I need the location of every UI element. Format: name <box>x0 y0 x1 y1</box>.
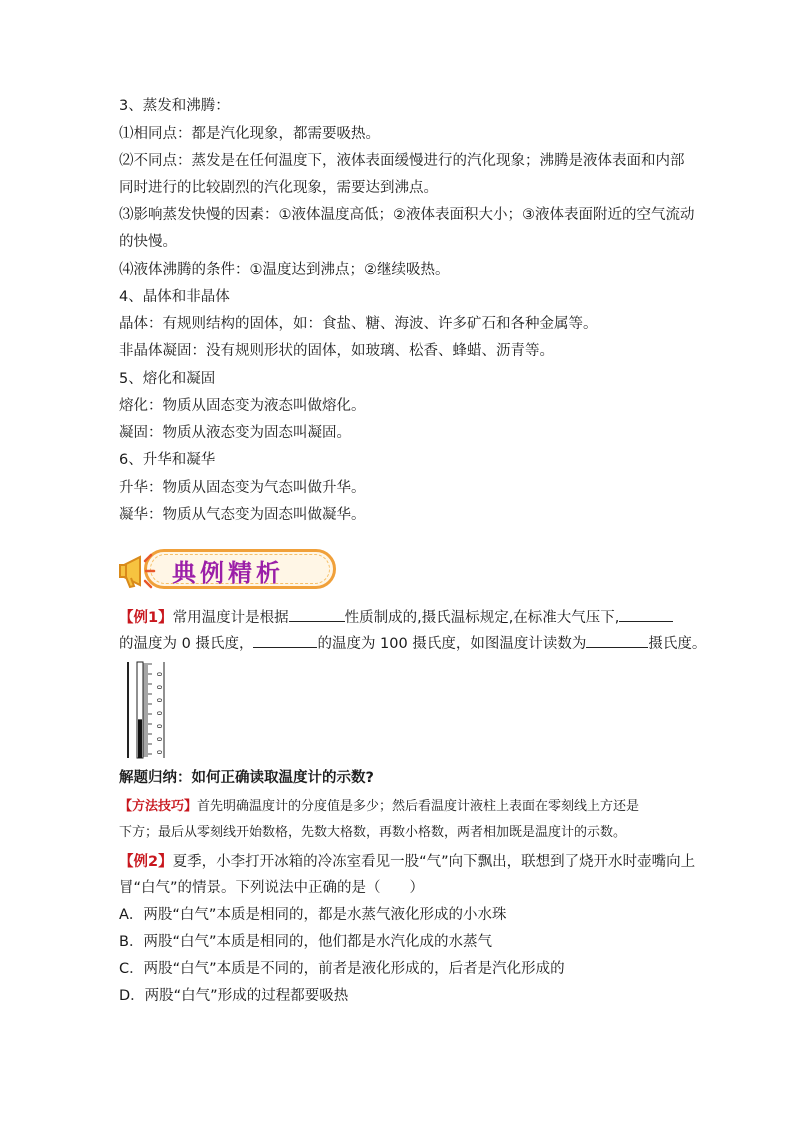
heading-evaporation-boiling: 3、蒸发和沸腾： <box>119 98 230 114</box>
method-line1 <box>119 797 639 817</box>
thermometer-scale-label: 0 <box>155 750 163 755</box>
thermometer-figure <box>124 660 172 760</box>
thermometer-scale-label: 0 <box>155 698 163 703</box>
text-line: 同时进行的比较剧烈的汽化现象，需要达到沸点。 <box>119 180 438 196</box>
thermometer-scale-label: 0 <box>155 685 163 690</box>
example1-text: 常用温度计是根据 <box>172 610 289 626</box>
thermometer-scale-label: 0 <box>155 672 163 677</box>
example1-tag: 【例1】 <box>119 610 173 626</box>
example1-text: 的温度为 100 摄氏度，如图温度计读数为 <box>317 636 587 652</box>
option-b: B．两股“白气”本质是相同的，他们都是水汽化成的水蒸气 <box>119 934 492 950</box>
answer-blank <box>586 631 648 648</box>
text-line: 晶体：有规则结构的固体，如：食盐、糖、海波、许多矿石和各种金属等。 <box>119 316 598 332</box>
example1-line2 <box>119 631 706 654</box>
example2-line1 <box>119 852 695 872</box>
option-a: A．两股“白气”本质是相同的，都是水蒸气液化形成的小水珠 <box>119 907 507 923</box>
example1-text: 性质制成的,摄氏温标规定,在标准大气压下, <box>344 610 620 626</box>
example2-text: 夏季，小李打开冰箱的冷冻室看见一股“气”向下飘出，联想到了烧开水时壶嘴向上 <box>172 854 696 870</box>
thermometer-scale-label: 0 <box>155 724 163 729</box>
heading-crystal: 4、晶体和非晶体 <box>119 289 230 305</box>
text-line: ⑷液体沸腾的条件：①温度达到沸点；②继续吸热。 <box>119 262 450 278</box>
example1-text: 摄氏度。 <box>648 636 707 652</box>
text-line: 的快慢。 <box>119 234 177 250</box>
method-tag: 【方法技巧】 <box>119 799 198 814</box>
text-line: ⑵不同点：蒸发是在任何温度下，液体表面缓慢进行的汽化现象；沸腾是液体表面和内部 <box>119 153 685 169</box>
text-line: 凝固：物质从液态变为固态叫凝固。 <box>119 425 351 441</box>
summary-title: 解题归纳：如何正确读取温度计的示数? <box>119 770 374 786</box>
example2-tag: 【例2】 <box>119 854 173 870</box>
answer-blank <box>253 631 317 648</box>
text-line: 熔化：物质从固态变为液态叫做熔化。 <box>119 398 366 414</box>
option-d: D．两股“白气”形成的过程都要吸热 <box>119 988 349 1004</box>
text-line: 升华：物质从固态变为气态叫做升华。 <box>119 480 366 496</box>
text-line: 非晶体凝固：没有规则形状的固体，如玻璃、松香、蜂蜡、沥青等。 <box>119 343 554 359</box>
text-line: ⑶影响蒸发快慢的因素：①液体温度高低；②液体表面积大小；③液体表面附近的空气流动 <box>119 207 695 223</box>
heading-melting: 5、熔化和凝固 <box>119 371 216 387</box>
method-text: 首先明确温度计的分度值是多少；然后看温度计液柱上表面在零刻线上方还是 <box>197 799 640 814</box>
option-c: C．两股“白气”本质是不同的，前者是液化形成的，后者是汽化形成的 <box>119 961 565 977</box>
thermometer-scale-label: 0 <box>155 711 163 716</box>
thermometer-liquid <box>138 719 142 758</box>
thermometer-scale-label: 0 <box>155 737 163 742</box>
banner-title: 典例精析 <box>172 558 284 587</box>
text-line: ⑴相同点：都是汽化现象，都需要吸热。 <box>119 126 380 142</box>
method-line2: 下方；最后从零刻线开始数格，先数大格数，再数小格数，两者相加既是温度计的示数。 <box>119 825 627 840</box>
megaphone-icon <box>118 551 162 593</box>
text-line: 凝华：物质从气态变为固态叫做凝华。 <box>119 507 366 523</box>
example2-line2: 冒“白气”的情景。下列说法中正确的是（ ） <box>119 880 425 896</box>
answer-blank <box>619 605 673 622</box>
heading-sublimation: 6、升华和凝华 <box>119 452 216 468</box>
example1-text: 的温度为 0 摄氏度， <box>119 636 254 652</box>
example1-line1 <box>119 605 673 628</box>
section-banner <box>118 545 340 595</box>
answer-blank <box>289 605 345 622</box>
